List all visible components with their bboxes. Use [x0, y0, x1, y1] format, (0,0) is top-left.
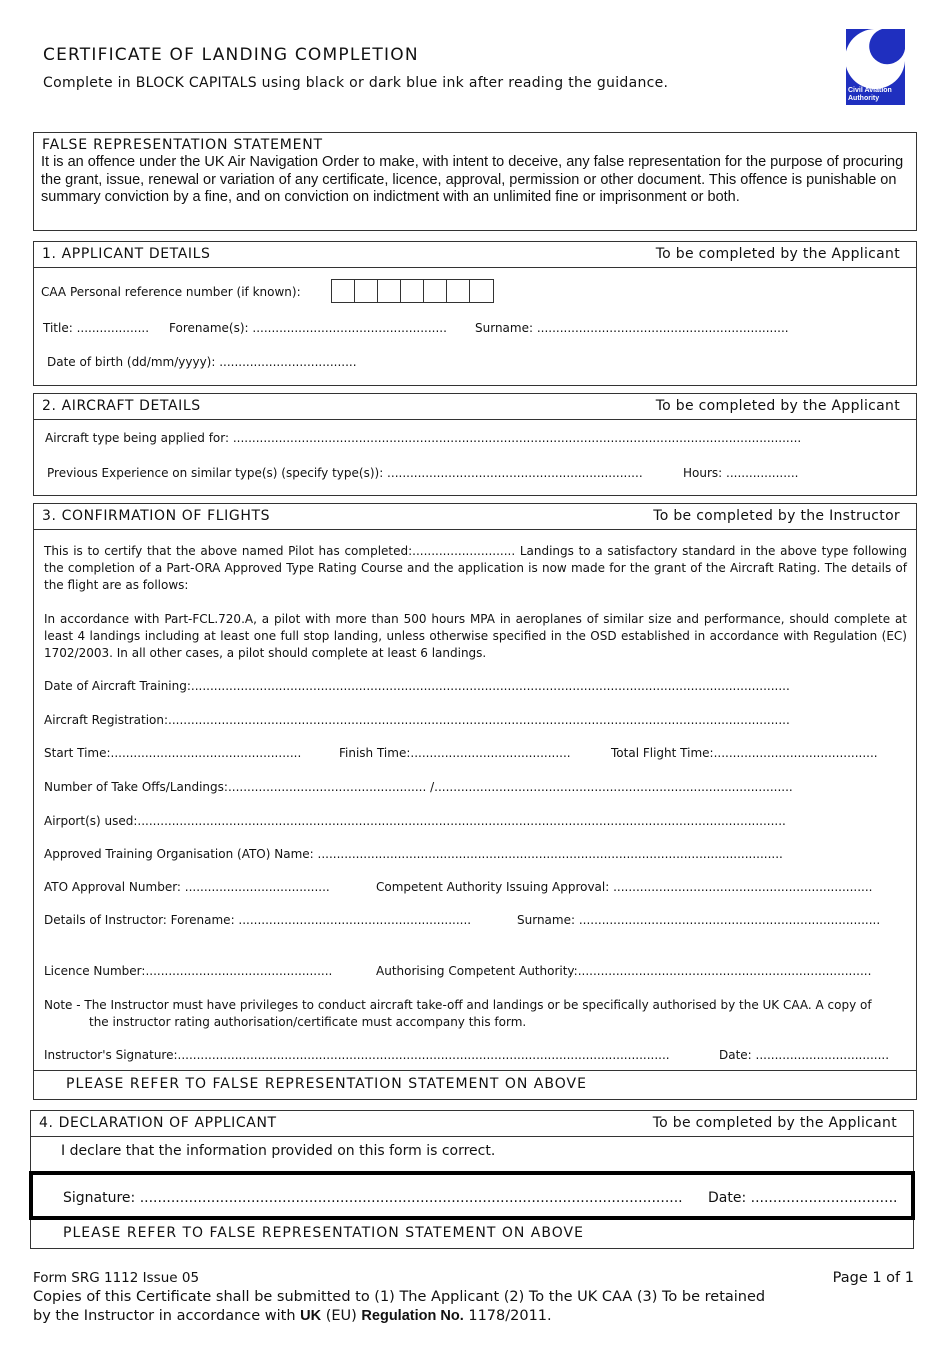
form-subtitle: Complete in BLOCK CAPITALS using black or dark blue ink after reading the guidance. — [43, 75, 669, 91]
section-3-refer-statement: PLEASE REFER TO FALSE REPRESENTATION STATEMENT ON ABOVE — [66, 1076, 587, 1092]
authorising-authority-field[interactable]: Authorising Competent Authority:............................................................................. — [376, 964, 872, 978]
applicant-signature-field[interactable]: Signature: .......................................................................................................................... — [63, 1190, 683, 1206]
certify-paragraph: This is to certify that the above named Pilot has completed:........................... Landings to a satisfactory standard in the above type following the completion of a Part-ORA Approved Type Rating Course and the application is now made for the grant of the Aircraft Rating. The details of the flight are as follows: — [44, 544, 907, 592]
ato-approval-number-field[interactable]: ATO Approval Number: ...................................... — [44, 880, 330, 894]
section-1-title: 1. APPLICANT DETAILS — [42, 246, 211, 262]
copies-line-1: Copies of this Certificate shall be submitted to (1) The Applicant (2) To the UK CAA (3) To be retained — [33, 1289, 766, 1305]
copies-line-2 — [33, 1307, 765, 1326]
date-of-training-field[interactable]: Date of Aircraft Training:............................................................................................................................................................. — [44, 679, 790, 693]
section-3-title: 3. CONFIRMATION OF FLIGHTS — [42, 508, 271, 524]
section-3-divider — [34, 1070, 916, 1071]
section-2-header — [34, 394, 916, 420]
section-4-refer-statement: PLEASE REFER TO FALSE REPRESENTATION STATEMENT ON ABOVE — [63, 1225, 584, 1241]
ref-digit-box[interactable] — [401, 280, 424, 302]
finish-time-field[interactable]: Finish Time:.......................................... — [339, 746, 571, 760]
logo-text — [848, 87, 892, 103]
section-2-completed-by: To be completed by the Applicant — [655, 398, 900, 414]
ref-digit-box[interactable] — [378, 280, 401, 302]
copies-regulation: Regulation No. — [361, 1308, 464, 1324]
section-4-title: 4. DECLARATION OF APPLICANT — [39, 1115, 277, 1131]
section-3-header — [34, 504, 916, 530]
airports-used-field[interactable]: Airport(s) used:.......................................................................................................................................................................... — [44, 814, 786, 828]
forename-field[interactable]: Forename(s): ................................................... — [169, 321, 447, 335]
ref-digit-box[interactable] — [470, 280, 493, 302]
title-field[interactable]: Title: ................... — [43, 321, 150, 335]
take-offs-landings-field[interactable]: Number of Take Offs/Landings:.................................................... /.............................................................................................. — [44, 780, 793, 794]
false-representation-box — [33, 132, 917, 231]
section-2-title: 2. AIRCRAFT DETAILS — [42, 398, 201, 414]
authority-issuing-approval-field[interactable]: Competent Authority Issuing Approval: .................................................................... — [376, 880, 873, 894]
instructor-date-field[interactable]: Date: ................................... — [719, 1048, 890, 1062]
instructor-note-line-2: the instructor rating authorisation/certificate must accompany this form. — [89, 1015, 527, 1029]
section-1-header — [34, 242, 916, 268]
logo-text-line-1: Civil Aviation — [848, 87, 892, 94]
surname-field[interactable]: Surname: .................................................................. — [475, 321, 789, 335]
total-flight-time-field[interactable]: Total Flight Time:........................................... — [611, 746, 878, 760]
form-title: CERTIFICATE OF LANDING COMPLETION — [43, 45, 419, 65]
ref-digit-box[interactable] — [332, 280, 355, 302]
ref-digit-box[interactable] — [424, 280, 447, 302]
aircraft-registration-field[interactable]: Aircraft Registration:................................................................................................................................................................... — [44, 713, 790, 727]
instructor-surname-field[interactable]: Surname: ............................................................................... — [517, 913, 881, 927]
instructor-forename-field[interactable]: Details of Instructor: Forename: ............................................................. — [44, 913, 472, 927]
copies-uk: UK — [300, 1308, 322, 1324]
copies-eu: (EU) — [321, 1308, 362, 1324]
aircraft-type-field[interactable]: Aircraft type being applied for: ..................................................................................................................................................... — [45, 431, 802, 445]
ref-digit-box[interactable] — [447, 280, 470, 302]
section-applicant-details — [33, 241, 917, 386]
section-confirmation-of-flights — [33, 503, 917, 1100]
landings-requirement-paragraph: In accordance with Part-FCL.720.A, a pilot with more than 500 hours MPA in aeroplanes of similar size and performance, should complete at least 4 landings including at least one full stop landing, unless otherwise specified in the OSD established in accordance with Regulation (EC) 1702/2003. In all other cases, a pilot should complete at least 6 landings. — [44, 612, 907, 660]
copies-statement — [33, 1288, 765, 1326]
applicant-date-field[interactable]: Date: ................................. — [708, 1190, 898, 1206]
page-number: Page 1 of 1 — [832, 1270, 914, 1286]
caa-logo — [846, 29, 905, 105]
copies-regulation-number: 1178/2011. — [463, 1308, 552, 1324]
ato-name-field[interactable]: Approved Training Organisation (ATO) Name: .......................................................................................................................... — [44, 847, 783, 861]
declaration-text: I declare that the information provided on this form is correct. — [61, 1143, 496, 1159]
copies-line-2-text: by the Instructor in accordance with — [33, 1308, 301, 1324]
section-declaration — [30, 1110, 914, 1249]
dob-field[interactable]: Date of birth (dd/mm/yyyy): .................................... — [47, 355, 357, 369]
ref-digit-box[interactable] — [355, 280, 378, 302]
instructor-note-line-1: Note - The Instructor must have privileges to conduct aircraft take-off and landings or be specifically authorised by the UK CAA. A copy of — [44, 998, 872, 1012]
section-4-header — [31, 1111, 913, 1137]
logo-text-line-2: Authority — [848, 95, 880, 102]
section-4-completed-by: To be completed by the Applicant — [652, 1115, 897, 1131]
caa-ref-input[interactable] — [331, 279, 494, 303]
false-representation-text: It is an offence under the UK Air Navigation Order to make, with intent to deceive, any false representation for the purpose of procuring the grant, issue, renewal or variation of any certificate, licence, approval, permission or other document. This offence is punishable on summary conviction by a fine, and on conviction on indictment with an unlimited fine or imprisonment or both. — [41, 154, 904, 205]
instructor-signature-field[interactable]: Instructor's Signature:................................................................................................................................. — [44, 1048, 670, 1062]
section-1-completed-by: To be completed by the Applicant — [655, 246, 900, 262]
form-id: Form SRG 1112 Issue 05 — [33, 1270, 200, 1286]
false-representation-title: FALSE REPRESENTATION STATEMENT — [42, 137, 323, 153]
licence-number-field[interactable]: Licence Number:................................................. — [44, 964, 333, 978]
caa-ref-label: CAA Personal reference number (if known): — [41, 285, 301, 299]
start-time-field[interactable]: Start Time:.................................................. — [44, 746, 302, 760]
section-aircraft-details — [33, 393, 917, 496]
section-3-completed-by: To be completed by the Instructor — [653, 508, 900, 524]
signature-box[interactable] — [29, 1171, 915, 1220]
previous-experience-field[interactable]: Previous Experience on similar type(s) (specify type(s)): ................................................................... — [47, 466, 643, 480]
hours-field[interactable]: Hours: ................... — [683, 466, 799, 480]
